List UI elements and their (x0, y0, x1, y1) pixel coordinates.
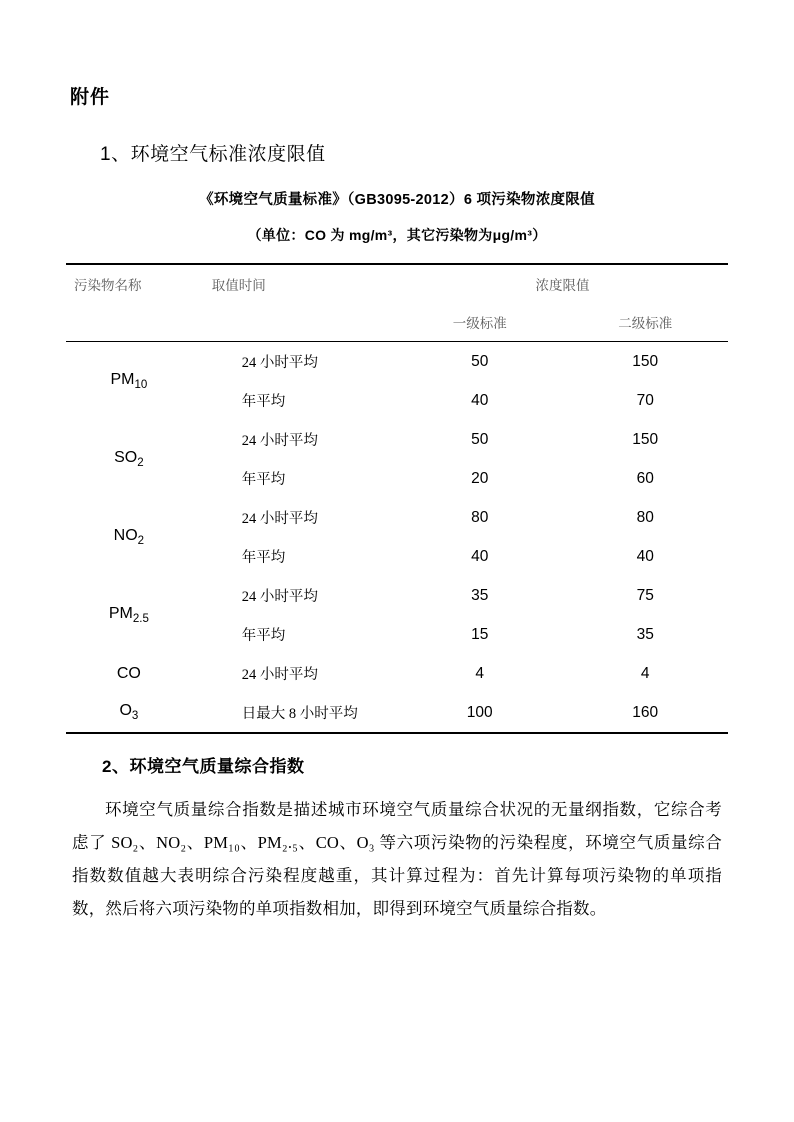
attachment-label: 附件 (70, 87, 111, 108)
table-row (66, 576, 728, 615)
header-grade2: 二级标准 (562, 303, 728, 342)
cell-grade2-value: 150 (632, 430, 659, 448)
cell-period: 24 小时平均 (241, 589, 318, 605)
cell-grade1-value: 20 (471, 469, 489, 487)
table-row (66, 693, 728, 733)
cell-grade2-value: 75 (636, 586, 654, 604)
cell-pollutant: $NO_2$ (113, 526, 145, 548)
table-header-top-row (66, 264, 728, 303)
cell-pollutant: $SO_2$ (114, 448, 144, 470)
cell-period: 24 小时平均 (241, 667, 318, 683)
cell-grade2-value: 60 (636, 469, 654, 487)
table-unit-note: （单位：CO 为 mg/m³，其它污染物为μg/m³） (247, 227, 547, 243)
table-row (66, 420, 728, 459)
header-pollutant: 污染物名称 (66, 264, 192, 303)
cell-grade2-value: 4 (640, 664, 650, 682)
cell-period: 24 小时平均 (241, 433, 318, 449)
header-spacer-2 (192, 303, 397, 342)
cell-period: 24 小时平均 (241, 511, 318, 527)
cell-grade1-value: 4 (475, 664, 485, 682)
table-title: 《环境空气质量标准》（GB3095-2012）6 项污染物浓度限值 (199, 192, 595, 208)
cell-period: 年平均 (241, 550, 286, 566)
cell-grade2-value: 80 (636, 508, 654, 526)
cell-grade1-value: 40 (471, 547, 489, 565)
cell-period: 年平均 (241, 628, 286, 644)
cell-grade1-value: 15 (471, 625, 489, 643)
cell-pollutant: $PM_{10}$ (110, 370, 148, 392)
table-header-sub-row (66, 303, 728, 342)
cell-grade1-value: 50 (471, 430, 489, 448)
table-row (66, 342, 728, 382)
section-heading-1: 1、环境空气标准浓度限值 (100, 144, 326, 165)
cell-grade2-value: 160 (562, 693, 728, 733)
cell-period: 日最大 8 小时平均 (192, 693, 397, 733)
header-period: 取值时间 (192, 264, 397, 303)
cell-grade1-value: 50 (471, 352, 489, 370)
cell-pollutant: CO (116, 664, 141, 682)
header-grade1: 一级标准 (397, 303, 563, 342)
table-row (66, 498, 728, 537)
cell-period: 年平均 (241, 472, 286, 488)
cell-grade1-value: 100 (397, 693, 563, 733)
cell-grade2-value: 40 (636, 547, 654, 565)
cell-grade2-value: 35 (636, 625, 654, 643)
header-limit-group: 浓度限值 (397, 264, 728, 303)
cell-grade1-value: 35 (471, 586, 489, 604)
header-spacer-1 (66, 303, 192, 342)
section-heading-2: 2、环境空气质量综合指数 (102, 757, 305, 776)
cell-pollutant: $PM_{2.5}$ (108, 604, 149, 626)
cell-grade2-value: 150 (632, 352, 659, 370)
table-row (66, 654, 728, 693)
composite-index-paragraph: 环境空气质量综合指数是描述城市环境空气质量综合状况的无量纲指数，它综合考虑了 SO₂、NO₂、PM₁₀、PM₂.₅、CO、O₃ 等六项污染物的污染程度，环境空气质量综合指数数值越大表明综合污染程度越重，其计算过程为：首先计算每项污染物的单项指数，然后将六项污染物的单项指数相加，即得到环境空气质量综合指数。 (72, 800, 722, 918)
cell-grade1-value: 80 (471, 508, 489, 526)
cell-period: 年平均 (241, 394, 286, 410)
cell-period: 24 小时平均 (241, 355, 318, 371)
cell-grade2-value: 70 (636, 391, 654, 409)
cell-grade1-value: 40 (471, 391, 489, 409)
concentration-limits-table (66, 263, 728, 734)
cell-pollutant: $O_3$ (66, 693, 192, 733)
